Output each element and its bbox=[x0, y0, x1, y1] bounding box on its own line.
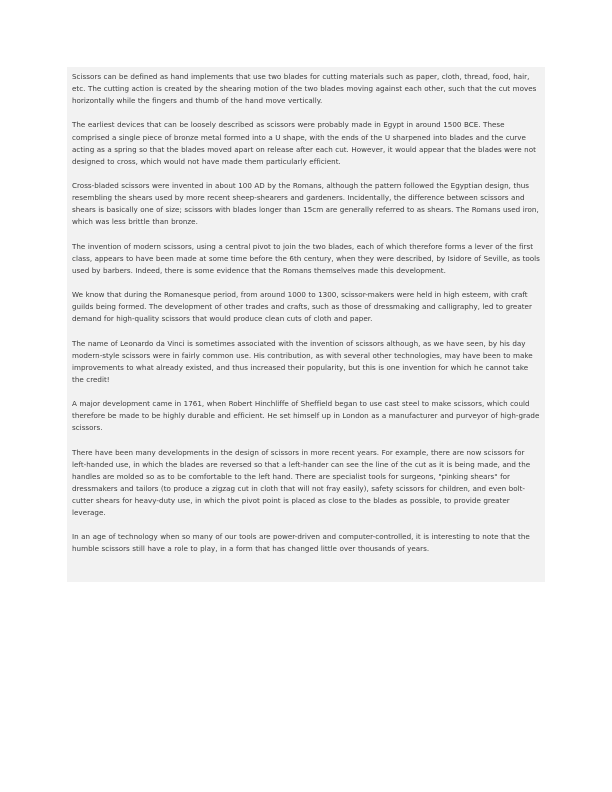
paragraph-egypt: The earliest devices that can be loosely described as scissors were probably made in Egypt in around 1500 BCE. These comprised a single piece of bronze metal formed into a U shape, with the ends of the U sharpened into blades and the curve acting as a spring so that the blades moved apart on release after each cut. However, it would appear that the blades were not designed to cross, which would not have made them particularly efficient. bbox=[72, 120, 536, 166]
paragraph-romanesque: We know that during the Romanesque period, from around 1000 to 1300, scissor-makers were held in high esteem, with craft guilds being formed. The development of other trades and crafts, such as those of dressmaking and calligraphy, led to greater demand for high-quality scissors that would produce clean cuts of cloth and paper. bbox=[72, 290, 532, 324]
paragraph-modern-invention: The invention of modern scissors, using a central pivot to join the two blades, each of which therefore forms a lever of the first class, appears to have been made at some time before the 6th century, when they were described, by Isidore of Seville, as tools used by barbers. Indeed, there is some evidence that the Romans themselves made this development. bbox=[72, 241, 540, 275]
paragraph-leonardo: The name of Leonardo da Vinci is sometimes associated with the invention of scissors although, as we have seen, by his day modern-style scissors were in fairly common use. His contribution, as with several other technologies, may have been to make improvements to what already existed, and thus increased their popularity, but this is one invention for which he cannot take the credit! bbox=[72, 338, 533, 384]
paragraph-hinchliffe: A major development came in 1761, when Robert Hinchliffe of Sheffield began to use cast steel to make scissors, which could therefore be made to be highly durable and efficient. He set himself up in London as a manufacturer and purveyor of high-grade scissors. bbox=[72, 399, 540, 433]
paragraph-definition: Scissors can be defined as hand implements that use two blades for cutting materials such as paper, cloth, thread, food, hair, etc. The cutting action is created by the shearing motion of the two blades moving against each other, such that the cut moves horizontally while the fingers and thumb of the hand move vertically. bbox=[72, 72, 537, 106]
text-body bbox=[67, 67, 545, 582]
paragraph-recent-developments: There have been many developments in the design of scissors in more recent years. For example, there are now scissors for left-handed use, in which the blades are reversed so that a left-hander can see the line of the cut as it is being made, and the handles are molded so as to be comfortable to the left hand. There are specialist tools for surgeons, "pinking shears" for dressmakers and tailors (to produce a zigzag cut in cloth that will not fray easily), safety scissors for children, and even bolt-cutter shears for heavy-duty use, in which the pivot point is placed as close to the blades as possible, to provide greater leverage. bbox=[72, 447, 531, 518]
paragraph-conclusion: In an age of technology when so many of our tools are power-driven and computer-controlled, it is interesting to note that the humble scissors still have a role to play, in a form that has changed little over thousands of years. bbox=[72, 532, 530, 554]
paragraph-romans: Cross-bladed scissors were invented in about 100 AD by the Romans, although the pattern followed the Egyptian design, thus resembling the shears used by more recent sheep-shearers and gardeners. Incidentally, the difference between scissors and shears is basically one of size; scissors with blades longer than 15cm are generally referred to as shears. The Romans used iron, which was less brittle than bronze. bbox=[72, 181, 539, 227]
